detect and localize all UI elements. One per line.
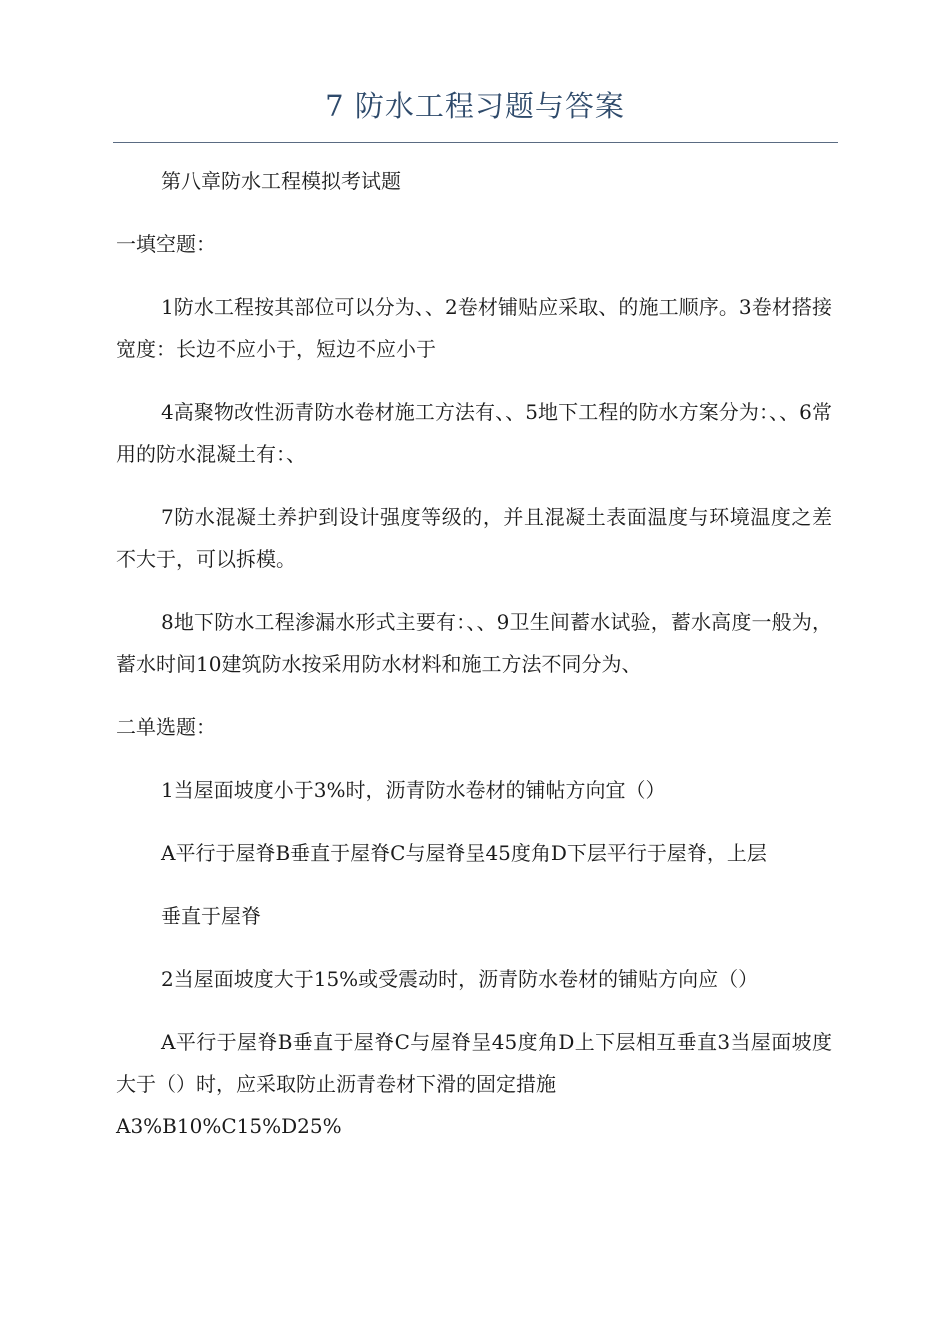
- answer-options: A平行于屋脊B垂直于屋脊C与屋脊呈45度角D上下层相互垂直3当屋面坡度大于（）时，应采取防止沥青卷材下滑的固定措施: [116, 1030, 832, 1096]
- answer-options-continued: 垂直于屋脊: [161, 904, 261, 928]
- document-title: 7 防水工程习题与答案: [325, 89, 625, 123]
- paragraph: 8地下防水工程渗漏水形式主要有：、、9卫生间蓄水试验，蓄水高度一般为，蓄水时间10建筑防水按采用防水材料和施工方法不同分为、: [116, 610, 832, 676]
- question: 1当屋面坡度小于3%时，沥青防水卷材的铺帖方向宜（）: [161, 778, 666, 802]
- paragraph: 1防水工程按其部位可以分为、、2卷材铺贴应采取、的施工顺序。3卷材搭接宽度：长边不应小于，短边不应小于: [116, 295, 832, 361]
- answer-options: A3%B10%C15%D25%: [116, 1114, 342, 1138]
- title-divider: [113, 142, 838, 143]
- document-body: [116, 160, 832, 1168]
- section-heading-single-choice: 二单选题：: [116, 715, 216, 739]
- paragraph: 4高聚物改性沥青防水卷材施工方法有、、5地下工程的防水方案分为：、、6常用的防水混凝土有：、: [116, 400, 832, 466]
- question: 2当屋面坡度大于15%或受震动时，沥青防水卷材的铺贴方向应（）: [161, 967, 759, 991]
- answer-options: A平行于屋脊B垂直于屋脊C与屋脊呈45度角D下层平行于屋脊，上层: [161, 841, 767, 865]
- paragraph: 7防水混凝土养护到设计强度等级的，并且混凝土表面温度与环境温度之差不大于，可以拆模。: [116, 505, 832, 571]
- chapter-heading: 第八章防水工程模拟考试题: [161, 169, 401, 193]
- section-heading-fill-in: 一填空题：: [116, 232, 216, 256]
